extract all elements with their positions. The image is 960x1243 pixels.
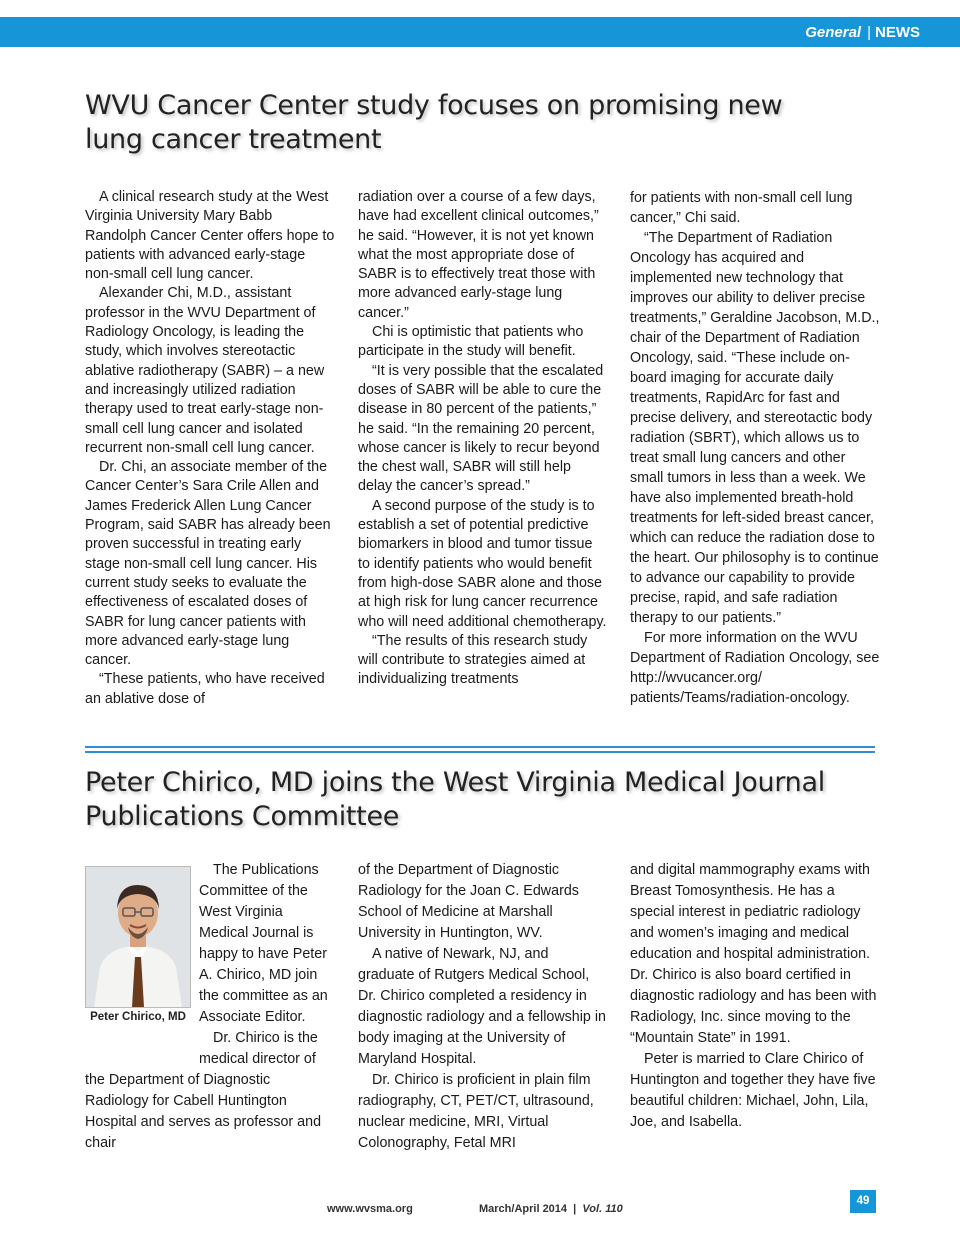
article2-column-3 <box>630 860 882 1133</box>
footer-issue <box>479 1203 623 1215</box>
article1-column-3 <box>630 188 880 708</box>
paragraph: and digital mammography exams with Breast Tomosynthesis. He has a special interest in pediatric radiology and women’s imaging and medical education and hospital administration. Dr. Chirico is also board certified in diagnostic radiology and has been with Radiology, Inc. since moving to the “Mountain State” in 1991. <box>630 862 877 1046</box>
volume: Vol. 110 <box>582 1203 623 1215</box>
footer-url: www.wvsma.org <box>327 1203 413 1215</box>
paragraph: A clinical research study at the West Virginia University Mary Babb Randolph Cancer Center offers hope to patients with advanced early-stage non-small cell lung cancer. <box>85 189 335 283</box>
section-separator: | <box>867 24 871 41</box>
article2-title: Peter Chirico, MD joins the West Virginia Medical Journal Publications Committee <box>85 767 825 832</box>
page-number: 49 <box>850 1190 876 1213</box>
divider-rule <box>85 746 875 748</box>
paragraph: Chi is optimistic that patients who participate in the study will benefit. <box>358 324 584 360</box>
article1-title: WVU Cancer Center study focuses on promising new lung cancer treatment <box>85 90 783 155</box>
paragraph: Alexander Chi, M.D., assistant professor in the WVU Department of Radiology Oncology, is leading the study, which involves stereotactic ablative radiotherapy (SABR) – a new and increasingly utilized radiation therapy used to treat early-stage non-small cell lung cancer and isolated recurrent non-small cell lung cancer. <box>85 285 325 456</box>
issue-date: March/April 2014 <box>479 1203 568 1215</box>
paragraph: For more information on the WVU Department of Radiation Oncology, see http://wvucancer.org/ patients/Teams/radiation-oncology. <box>630 630 880 706</box>
article2-column-2 <box>358 860 608 1154</box>
paragraph: “It is very possible that the escalated doses of SABR will be able to cure the disease in 80 percent of the patients,” he said. “In the remaining 20 percent, whose cancer is likely to recur beyond the chest wall, SABR will still help delay the cancer’s spread.” <box>358 362 604 495</box>
paragraph: “The results of this research study will contribute to strategies aimed at individualizing treatments <box>358 632 588 688</box>
divider-rule <box>85 751 875 753</box>
paragraph: for patients with non-small cell lung cancer,” Chi said. <box>630 190 853 226</box>
paragraph: “These patients, who have received an ablative dose of <box>85 671 325 707</box>
paragraph: The Publications Committee of the West Virginia Medical Journal is happy to have Peter A. Chirico, MD join the committee as an Associate Editor. <box>199 862 328 1025</box>
paragraph: Dr. Chirico is proficient in plain film radiography, CT, PET/CT, ultrasound, nuclear medicine, MRI, Virtual Colonography, Fetal MRI <box>358 1072 594 1151</box>
paragraph: Peter is married to Clare Chirico of Huntington and together they have five beautiful children: Michael, John, Lila, Joe, and Isabella. <box>630 1051 876 1130</box>
paragraph: “The Department of Radiation Oncology has acquired and implemented new technology that improves our ability to deliver precise treatments,” Geraldine Jacobson, M.D., chair of the Department of Radiation Oncology, said. “These include on-board imaging for accurate daily treatments, RapidArc for fast and precise delivery, and stereotactic body radiation (SBRT), which allows us to treat small lung cancers and other small tumors in less than a week. We have also implemented breath-hold treatments for left-sided breast cancer, which can reduce the radiation dose to the heart. Our philosophy is to continue to advance our capability to provide precise, rapid, and safe radiation therapy to our patients.” <box>630 230 880 626</box>
footer-separator: | <box>573 1203 577 1215</box>
section-category: NEWS <box>875 24 920 41</box>
paragraph: Dr. Chi, an associate member of the Cancer Center’s Sara Crile Allen and James Frederick Allen Lung Cancer Program, said SABR has already been proven successful in treating early stage non-small cell lung cancer. His current study seeks to evaluate the effectiveness of escalated doses of SABR for lung cancer patients with more advanced early-stage lung cancer. <box>85 459 331 669</box>
paragraph: A native of Newark, NJ, and graduate of Rutgers Medical School, Dr. Chirico completed a residency in diagnostic radiology and a fellowship in body imaging at the University of Maryland Hospital. <box>358 946 606 1067</box>
paragraph: radiation over a course of a few days, have had excellent clinical outcomes,” he said. “However, it is not yet known what the most appropriate dose of SABR is to effectively treat those with more advanced early-stage lung cancer.” <box>358 189 599 321</box>
paragraph: Dr. Chirico is the medical director of the Department of Diagnostic Radiology for Cabell Huntington Hospital and serves as professor and chair <box>85 1030 322 1151</box>
photo-spacer <box>85 860 199 1050</box>
section-header-bar <box>0 17 960 47</box>
section-label <box>805 24 920 41</box>
paragraph: of the Department of Diagnostic Radiology for the Joan C. Edwards School of Medicine at Marshall University in Huntington, WV. <box>358 862 579 941</box>
article2-column-1 <box>85 860 330 1154</box>
article1-column-1 <box>85 188 335 709</box>
paragraph: A second purpose of the study is to establish a set of potential predictive biomarkers in blood and tumor tissue to identify patients who would benefit from high-dose SABR alone and those at high risk for lung cancer recurrence who will need additional chemotherapy. <box>358 497 607 630</box>
article1-column-2 <box>358 188 608 690</box>
photo-caption: Peter Chirico, MD <box>90 1011 186 1023</box>
section-name: General <box>805 24 862 41</box>
